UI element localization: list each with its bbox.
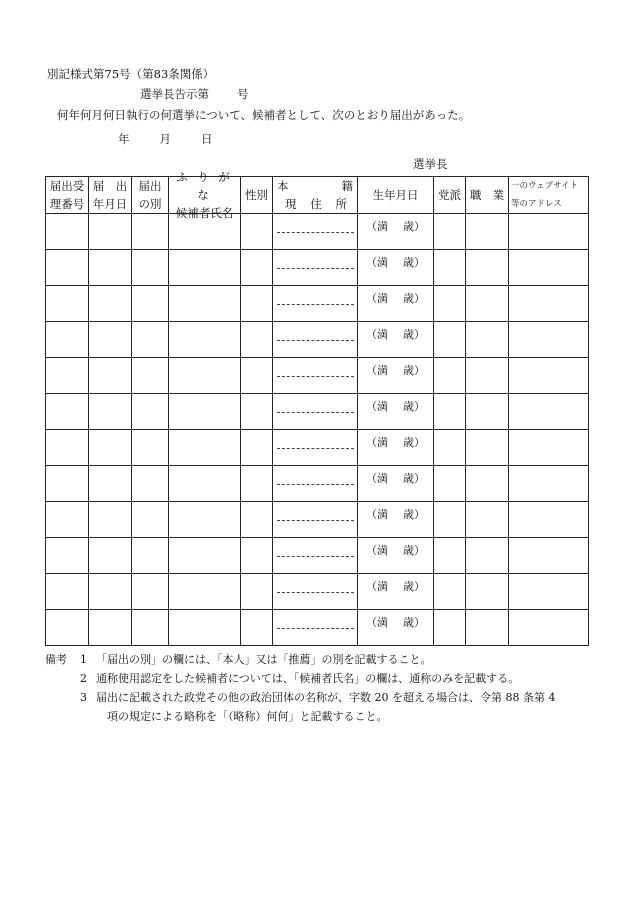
table-cell[interactable] <box>466 502 509 538</box>
age-close: 歳） <box>403 580 425 593</box>
table-cell[interactable] <box>169 322 241 358</box>
table-cell[interactable] <box>358 358 434 394</box>
table-cell[interactable] <box>89 322 132 358</box>
domicile-address-divider <box>277 376 354 377</box>
table-cell[interactable] <box>358 286 434 322</box>
table-cell[interactable] <box>509 250 589 286</box>
table-cell[interactable] <box>46 574 89 610</box>
age-open: （満 <box>366 472 388 485</box>
table-cell[interactable] <box>241 430 273 466</box>
table-cell[interactable] <box>273 250 358 286</box>
age-close: 歳） <box>403 436 425 449</box>
age-open: （満 <box>366 508 388 521</box>
header-filing-date: 届 出 年月日 <box>89 177 132 214</box>
table-cell[interactable] <box>89 286 132 322</box>
table-cell[interactable] <box>434 286 466 322</box>
age-label <box>366 434 425 450</box>
age-open: （満 <box>366 364 388 377</box>
age-label <box>366 290 425 306</box>
table-cell[interactable] <box>89 466 132 502</box>
date-day: 日 <box>201 132 213 146</box>
table-cell[interactable] <box>241 322 273 358</box>
remark-text: 届出に記載された政党その他の政治団体の名称が、字数 20 を超える場合は、令第 88 条第 4 <box>96 691 556 704</box>
table-cell[interactable] <box>241 610 273 646</box>
table-row <box>46 610 589 646</box>
age-label <box>366 326 425 342</box>
header-filing-type: 届出 の別 <box>132 177 169 214</box>
table-cell[interactable] <box>46 610 89 646</box>
age-open: （満 <box>366 328 388 341</box>
table-cell[interactable] <box>132 538 169 574</box>
table-cell[interactable] <box>273 610 358 646</box>
header-occupation: 職 業 <box>466 177 509 214</box>
table-cell[interactable] <box>509 286 589 322</box>
table-cell[interactable] <box>169 430 241 466</box>
table-row <box>46 286 589 322</box>
header-receipt-no: 届出受 理番号 <box>46 177 89 214</box>
domicile-address-divider <box>277 520 354 521</box>
table-cell[interactable] <box>89 214 132 250</box>
age-label <box>366 614 425 630</box>
domicile-address-divider <box>277 304 354 305</box>
table-cell[interactable] <box>358 394 434 430</box>
table-cell[interactable] <box>89 574 132 610</box>
notice-label: 選挙長告示第 <box>140 87 209 101</box>
table-cell[interactable] <box>169 502 241 538</box>
table-cell[interactable] <box>241 214 273 250</box>
table-cell[interactable] <box>169 538 241 574</box>
table-cell[interactable] <box>241 250 273 286</box>
table-cell[interactable] <box>132 322 169 358</box>
remark-number: 2 <box>80 672 87 685</box>
age-open: （満 <box>366 292 388 305</box>
table-cell[interactable] <box>132 430 169 466</box>
table-cell[interactable] <box>132 502 169 538</box>
domicile-address-divider <box>277 340 354 341</box>
table-cell[interactable] <box>132 214 169 250</box>
header-website: 一のウェブサイト 等のアドレス <box>509 177 589 214</box>
table-cell[interactable] <box>358 610 434 646</box>
table-cell[interactable] <box>466 394 509 430</box>
table-cell[interactable] <box>434 466 466 502</box>
table-cell[interactable] <box>241 394 273 430</box>
table-cell[interactable] <box>434 430 466 466</box>
notice-number <box>140 86 249 102</box>
age-label <box>366 578 425 594</box>
age-close: 歳） <box>403 400 425 413</box>
table-cell[interactable] <box>273 286 358 322</box>
table-cell[interactable] <box>273 574 358 610</box>
table-cell[interactable] <box>434 574 466 610</box>
table-cell[interactable] <box>434 358 466 394</box>
table-row <box>46 214 589 250</box>
table-cell[interactable] <box>466 538 509 574</box>
age-label <box>366 398 425 414</box>
table-row <box>46 502 589 538</box>
remark-item <box>45 650 555 669</box>
table-cell[interactable] <box>434 394 466 430</box>
table-cell[interactable] <box>358 322 434 358</box>
remarks <box>45 650 555 726</box>
table-cell[interactable] <box>509 466 589 502</box>
table-cell[interactable] <box>466 214 509 250</box>
table-cell[interactable] <box>46 502 89 538</box>
table-cell[interactable] <box>509 394 589 430</box>
table-cell[interactable] <box>509 322 589 358</box>
table-cell[interactable] <box>509 574 589 610</box>
remark-continuation: 項の規定による略称を「（略称）何何」と記載すること。 <box>107 710 388 723</box>
age-close: 歳） <box>403 508 425 521</box>
table-cell[interactable] <box>509 430 589 466</box>
table-cell[interactable] <box>132 466 169 502</box>
remark-number: 1 <box>80 653 87 666</box>
domicile-address-divider <box>277 592 354 593</box>
table-cell[interactable] <box>46 322 89 358</box>
age-close: 歳） <box>403 292 425 305</box>
table-row <box>46 250 589 286</box>
table-cell[interactable] <box>241 358 273 394</box>
table-row <box>46 430 589 466</box>
table-cell[interactable] <box>169 358 241 394</box>
table-cell[interactable] <box>509 538 589 574</box>
notice-suffix: 号 <box>237 87 249 101</box>
table-cell[interactable] <box>89 394 132 430</box>
table-cell[interactable] <box>273 538 358 574</box>
age-label <box>366 218 425 234</box>
table-cell[interactable] <box>466 574 509 610</box>
table-cell[interactable] <box>273 502 358 538</box>
age-open: （満 <box>366 580 388 593</box>
table-cell[interactable] <box>434 250 466 286</box>
table-row <box>46 322 589 358</box>
table-cell[interactable] <box>358 502 434 538</box>
age-open: （満 <box>366 220 388 233</box>
table-cell[interactable] <box>169 610 241 646</box>
table-cell[interactable] <box>89 610 132 646</box>
table-cell[interactable] <box>89 538 132 574</box>
age-close: 歳） <box>403 616 425 629</box>
table-cell[interactable] <box>46 286 89 322</box>
domicile-address-divider <box>277 556 354 557</box>
table-cell[interactable] <box>434 538 466 574</box>
table-cell[interactable] <box>169 466 241 502</box>
table-cell[interactable] <box>466 358 509 394</box>
table-cell[interactable] <box>273 466 358 502</box>
table-cell[interactable] <box>358 430 434 466</box>
remark-item <box>45 688 555 707</box>
age-label <box>366 362 425 378</box>
table-cell[interactable] <box>358 250 434 286</box>
candidate-table <box>45 170 589 646</box>
table-cell[interactable] <box>46 466 89 502</box>
age-label <box>366 470 425 486</box>
table-cell[interactable] <box>132 286 169 322</box>
table-cell[interactable] <box>358 466 434 502</box>
table-cell[interactable] <box>132 250 169 286</box>
table-cell[interactable] <box>46 394 89 430</box>
domicile-address-divider <box>277 484 354 485</box>
date-month: 月 <box>159 132 171 146</box>
table-cell[interactable] <box>466 322 509 358</box>
table-cell[interactable] <box>509 214 589 250</box>
age-label <box>366 506 425 522</box>
header-party: 党派 <box>434 177 466 214</box>
table-cell[interactable] <box>132 574 169 610</box>
table-cell[interactable] <box>358 574 434 610</box>
remark-number: 3 <box>80 691 87 704</box>
age-open: （満 <box>366 256 388 269</box>
age-open: （満 <box>366 436 388 449</box>
table-cell[interactable] <box>434 610 466 646</box>
table-cell[interactable] <box>132 610 169 646</box>
table-cell[interactable] <box>273 322 358 358</box>
table-cell[interactable] <box>466 250 509 286</box>
header-birth-date: 生年月日 <box>358 177 434 214</box>
age-close: 歳） <box>403 364 425 377</box>
election-director: 選挙長 <box>413 157 448 171</box>
remark-text: 「届出の別」の欄には、「本人」又は「推薦」の別を記載すること。 <box>96 653 432 666</box>
table-cell[interactable] <box>89 358 132 394</box>
table-cell[interactable] <box>466 466 509 502</box>
remark-item <box>45 669 555 688</box>
table-cell[interactable] <box>241 286 273 322</box>
table-cell[interactable] <box>132 394 169 430</box>
age-label <box>366 542 425 558</box>
age-close: 歳） <box>403 328 425 341</box>
table-row <box>46 538 589 574</box>
age-open: （満 <box>366 616 388 629</box>
remarks-label: 備考 <box>45 653 67 666</box>
table-cell[interactable] <box>434 502 466 538</box>
table-cell[interactable] <box>46 214 89 250</box>
table-cell[interactable] <box>273 430 358 466</box>
table-cell[interactable] <box>46 538 89 574</box>
table-cell[interactable] <box>273 214 358 250</box>
table-cell[interactable] <box>241 466 273 502</box>
table-cell[interactable] <box>466 610 509 646</box>
table-cell[interactable] <box>509 358 589 394</box>
header-sex: 性別 <box>241 177 273 214</box>
domicile-address-divider <box>277 412 354 413</box>
table-cell[interactable] <box>169 250 241 286</box>
table-cell[interactable] <box>434 214 466 250</box>
table-cell[interactable] <box>358 538 434 574</box>
table-cell[interactable] <box>241 574 273 610</box>
table-cell[interactable] <box>46 358 89 394</box>
age-close: 歳） <box>403 220 425 233</box>
header-furigana-name: ふ り が な 候補者氏名 <box>169 177 241 214</box>
table-cell[interactable] <box>434 322 466 358</box>
table-cell[interactable] <box>89 430 132 466</box>
age-open: （満 <box>366 400 388 413</box>
table-row <box>46 358 589 394</box>
table-cell[interactable] <box>509 502 589 538</box>
domicile-address-divider <box>277 268 354 269</box>
table-row <box>46 466 589 502</box>
domicile-address-divider <box>277 448 354 449</box>
table-cell[interactable] <box>169 574 241 610</box>
table-cell[interactable] <box>241 538 273 574</box>
table-row <box>46 574 589 610</box>
table-row <box>46 394 589 430</box>
table-cell[interactable] <box>89 502 132 538</box>
date-year: 年 <box>118 132 130 146</box>
age-close: 歳） <box>403 544 425 557</box>
domicile-address-divider <box>277 232 354 233</box>
table-cell[interactable] <box>89 250 132 286</box>
header-domicile-address: 本 籍 現 住 所 <box>273 177 358 214</box>
announcement-text: 何年何月何日執行の何選挙について、候補者として、次のとおり届出があった。 <box>57 108 471 122</box>
table-cell[interactable] <box>509 610 589 646</box>
table-cell[interactable] <box>169 214 241 250</box>
date-line <box>118 131 213 147</box>
age-close: 歳） <box>403 256 425 269</box>
table-cell[interactable] <box>273 394 358 430</box>
form-title: 別記様式第75号（第83条関係） <box>47 67 215 81</box>
table-cell[interactable] <box>132 358 169 394</box>
age-close: 歳） <box>403 472 425 485</box>
table-cell[interactable] <box>273 358 358 394</box>
table-cell[interactable] <box>466 430 509 466</box>
table-cell[interactable] <box>169 286 241 322</box>
table-cell[interactable] <box>358 214 434 250</box>
table-cell[interactable] <box>466 286 509 322</box>
table-cell[interactable] <box>241 502 273 538</box>
age-label <box>366 254 425 270</box>
remark-text: 通称使用認定をした候補者については、「候補者氏名」の欄は、通称のみを記載する。 <box>96 672 520 685</box>
table-cell[interactable] <box>169 394 241 430</box>
age-open: （満 <box>366 544 388 557</box>
table-cell[interactable] <box>46 250 89 286</box>
table-header-row <box>46 177 589 214</box>
table-cell[interactable] <box>46 430 89 466</box>
domicile-address-divider <box>277 628 354 629</box>
